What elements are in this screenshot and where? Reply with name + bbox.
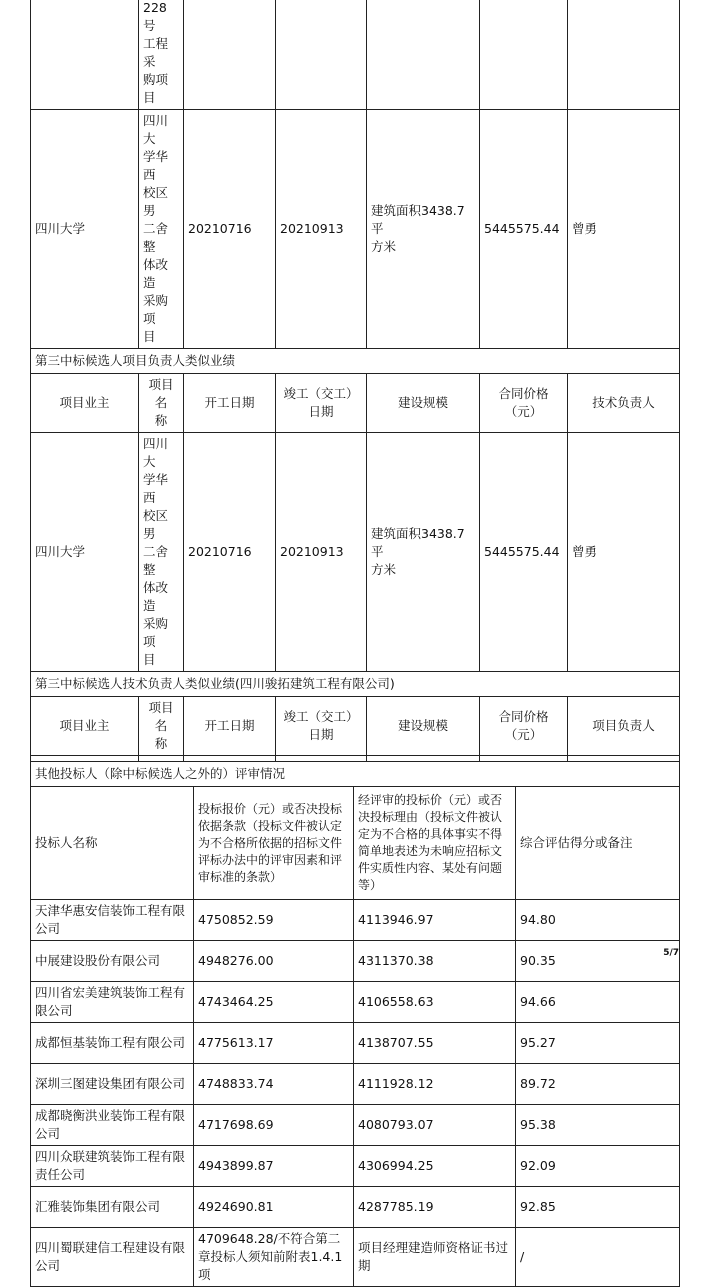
section-title: 第三中标候选人技术负责人类似业绩(四川骏拓建筑工程有限公司) [31,672,680,697]
other-bidders-table [30,761,680,1287]
header-person: 项目负责人 [568,697,680,756]
section-title: 第三中标候选人项目负责人类似业绩 [31,349,680,374]
bidder-name: 四川蜀联建信工程建设有限公司 [31,1228,194,1287]
header-owner: 项目业主 [31,697,139,756]
score: 94.80 [516,900,680,941]
project-name: 四川大 学华西 校区男 二舍整 体改造 采购项 目 [139,110,184,349]
score: / [516,1228,680,1287]
start-date: 20210716 [184,110,276,349]
contract-price: 5445575.44 [480,433,568,672]
section-title: 其他投标人（除中标候选人之外的）评审情况 [31,762,680,787]
header-project: 项目名 称 [139,374,184,433]
bidder-rows [31,900,680,1287]
score: 89.72 [516,1064,680,1105]
responsible-person: 曾勇 [568,433,680,672]
construction-scale: 建筑面积3438.7平 方米 [367,433,480,672]
score: 94.66 [516,982,680,1023]
header-start: 开工日期 [184,374,276,433]
score: 92.85 [516,1187,680,1228]
project-owner: 四川大学 [31,110,139,349]
project-name: 228号 工程采 购项目 [139,0,184,110]
completion-date: 20210913 [276,433,367,672]
header-person: 技术负责人 [568,374,680,433]
bid-price: 4948276.00 [194,941,354,982]
reviewed-price: 4111928.12 [354,1064,516,1105]
bidder-row [31,1187,680,1228]
score: 95.38 [516,1105,680,1146]
section-title-row [31,349,680,374]
start-date: 20210716 [184,433,276,672]
document-page [30,0,679,1287]
bidder-name: 成都恒基装饰工程有限公司 [31,1023,194,1064]
bid-price: 4748833.74 [194,1064,354,1105]
reviewed-price: 4106558.63 [354,982,516,1023]
bidder-row [31,1105,680,1146]
reviewed-price: 4113946.97 [354,900,516,941]
header-owner: 项目业主 [31,374,139,433]
bidder-row [31,982,680,1023]
reviewed-price: 4138707.55 [354,1023,516,1064]
header-bid-price: 投标报价（元）或否决投标依据条款（投标文件被认定为不合格所依据的招标文件评标办法中的评审因素和评审标准的条款） [194,787,354,900]
header-completion: 竣工（交工） 日期 [276,697,367,756]
score: 92.09 [516,1146,680,1187]
bidder-name: 四川众联建筑装饰工程有限责任公司 [31,1146,194,1187]
bidder-row [31,1228,680,1287]
header-scale: 建设规模 [367,374,480,433]
table-row [31,110,680,349]
completion-date: 20210913 [276,110,367,349]
bid-price: 4775613.17 [194,1023,354,1064]
bid-price: 4743464.25 [194,982,354,1023]
bidder-row [31,1146,680,1187]
reviewed-price: 项目经理建造师资格证书过期 [354,1228,516,1287]
responsible-person: 曾勇 [568,110,680,349]
bidder-name: 四川省宏美建筑装饰工程有限公司 [31,982,194,1023]
reviewed-price: 4287785.19 [354,1187,516,1228]
performance-table [30,0,680,762]
bidder-name: 汇雅装饰集团有限公司 [31,1187,194,1228]
header-start: 开工日期 [184,697,276,756]
construction-scale: 建筑面积3438.7平 方米 [367,110,480,349]
bidder-row [31,900,680,941]
header-row [31,697,680,756]
bid-price: 4943899.87 [194,1146,354,1187]
bid-price: 4924690.81 [194,1187,354,1228]
header-price: 合同价格 （元） [480,374,568,433]
header-price: 合同价格 （元） [480,697,568,756]
bidder-name: 深圳三图建设集团有限公司 [31,1064,194,1105]
header-project: 项目名 称 [139,697,184,756]
bidder-name: 天津华惠安信装饰工程有限公司 [31,900,194,941]
header-scale: 建设规模 [367,697,480,756]
bid-price: 4717698.69 [194,1105,354,1146]
table-row [31,0,680,110]
table-row [31,433,680,672]
header-reviewed-price: 经评审的投标价（元）或否决投标理由（投标文件被认定为不合格的具体事实不得简单地表述为未响应招标文件实质性内容、某处有问题等） [354,787,516,900]
reviewed-price: 4080793.07 [354,1105,516,1146]
bidder-name: 中展建设股份有限公司 [31,941,194,982]
project-name: 四川大 学华西 校区男 二舍整 体改造 采购项 目 [139,433,184,672]
section-title-row [31,672,680,697]
header-score: 综合评估得分或备注 [516,787,680,900]
contract-price: 5445575.44 [480,110,568,349]
score: 90.35 [516,941,680,982]
reviewed-price: 4306994.25 [354,1146,516,1187]
bid-price: 4709648.28/不符合第二章投标人须知前附表1.4.1项 [194,1228,354,1287]
reviewed-price: 4311370.38 [354,941,516,982]
project-owner: 四川大学 [31,433,139,672]
bid-price: 4750852.59 [194,900,354,941]
bidder-row [31,941,680,982]
bidder-row [31,1023,680,1064]
score: 95.27 [516,1023,680,1064]
bidder-row [31,1064,680,1105]
header-bidder-name: 投标人名称 [31,787,194,900]
page-number: 5/7 [663,948,679,958]
header-completion: 竣工（交工） 日期 [276,374,367,433]
bidder-name: 成都晓衡洪业装饰工程有限公司 [31,1105,194,1146]
header-row [31,374,680,433]
header-row [31,787,680,900]
section-title-row [31,762,680,787]
